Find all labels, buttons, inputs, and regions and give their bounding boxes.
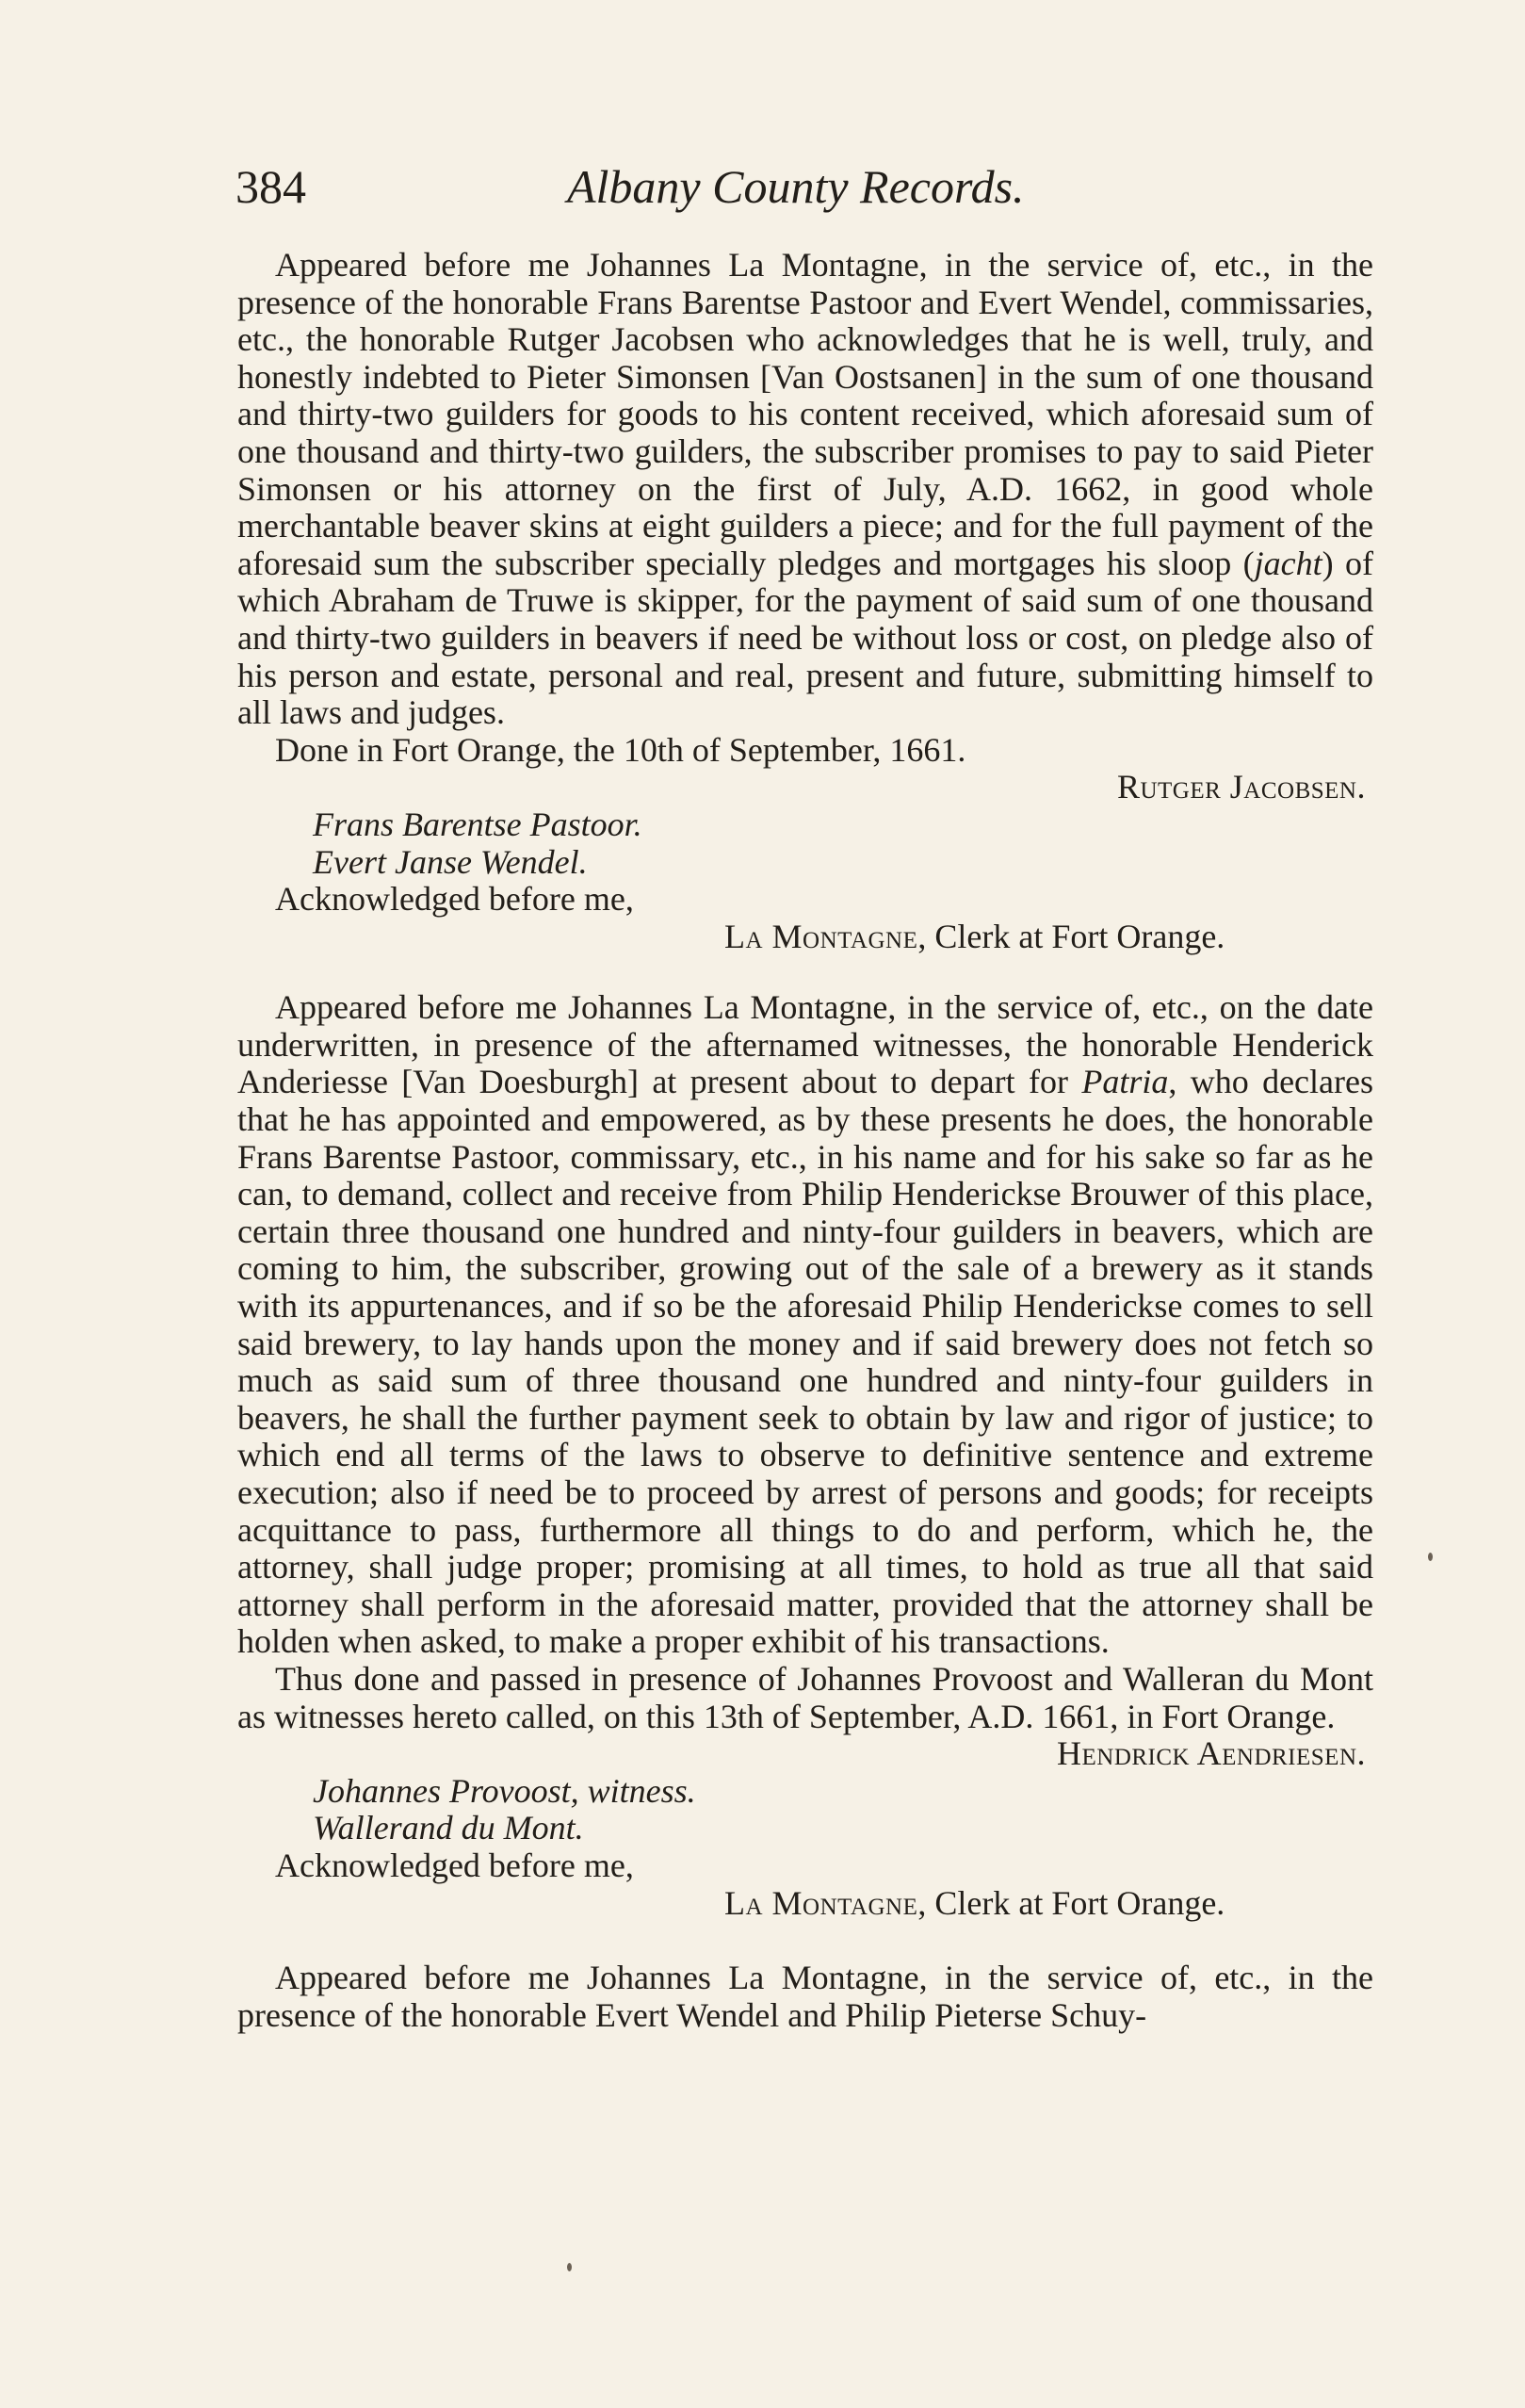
ink-speck: [567, 2263, 572, 2271]
page-body: [237, 247, 1373, 2034]
entry-2-signature: Hendrick Aendriesen.: [1057, 1734, 1366, 1773]
entry-2-clerk-title: , Clerk at Fort Orange.: [917, 1883, 1225, 1922]
entry-separator: [237, 955, 1373, 989]
entry-1-clerk-name: La Montagne: [724, 917, 918, 955]
entry-2-body-italic: Patria: [1081, 1063, 1169, 1101]
entry-2-witness-1: [237, 1773, 1373, 1811]
entry-2-witness-1-role: , witness.: [570, 1771, 696, 1810]
entry-2-witness-1-name: Johannes Provoost: [313, 1771, 571, 1810]
entry-1-done: Done in Fort Orange, the 10th of September, 1661.: [275, 730, 966, 769]
entry-2-paragraph: [237, 989, 1373, 1661]
entry-1-paragraph: [237, 247, 1373, 732]
entry-1-body: Appeared before me Johannes La Montagne, in the service of, etc., in the presence of the honorable Frans Barentse Pastoor and Evert Wendel, commissaries, etc., the honorable Rutger Jacobsen who acknowledges that he is well, truly, and honestly indebted to Pieter Simonsen [Van Oostsanen] in the sum of one thousand and thirty-two guilders for goods to his content received, which aforesaid sum of one thousand and thirty-two guilders, the subscriber promises to pay to said Pieter Simonsen or his attorney on the first of July, A.D. 1662, in good whole merchantable beaver skins at eight guilders a piece; and for the full payment of the aforesaid sum the subscriber specially pledges and mortgages his sloop (: [237, 246, 1373, 582]
entry-2-witness-2: Wallerand du Mont.: [313, 1809, 584, 1847]
entry-1-clerk-title: , Clerk at Fort Orange.: [917, 917, 1225, 955]
entry-1-clerk-line: [237, 919, 1373, 956]
page-title: Albany County Records.: [567, 160, 1025, 213]
ink-speck: [1428, 1553, 1433, 1561]
entry-1-body-italic: jacht: [1254, 544, 1322, 582]
entry-separator: [237, 1922, 1373, 1960]
page-number: 384: [235, 160, 306, 213]
entry-3-paragraph: Appeared before me Johannes La Montagne, in the service of, etc., in the presence of the honorable Evert Wendel and Philip Pieterse Schuy-: [237, 1959, 1373, 2034]
entry-2-body-a: Appeared before me Johannes La Montagne, in the service of, etc., on the date underwritten, in presence of the afternamed witnesses, the honorable Henderick Anderiesse [Van Doesburgh] at present about to depart for: [237, 988, 1373, 1101]
entry-1-signature: Rutger Jacobsen.: [1116, 768, 1366, 806]
entry-1-body-end: ) of which Abraham de Truwe is skipper, for the payment of said sum of one thousand and thirty-two guilders in beavers if need be without loss or cost, on pledge also of his person and estate, personal and real, present and future, submitting himself to all laws and judges.: [237, 544, 1373, 732]
entry-2-body-b: , who declares that he has appointed and empowered, as by these presents he does, the honorable Frans Barentse Pastoor, commissary, etc., in his name and for his sake so far as he can, to demand, collect and receive from Philip Henderickse Brouwer of this place, certain three thousand one hundred and ninty-four guilders in beavers, which are coming to him, the subscriber, growing out of the sale of a brewery as it stands with its appurtenances, and if so be the aforesaid Philip Henderickse comes to sell said brewery, to lay hands upon the money and if said brewery does not fetch so much as said sum of three thousand one hundred and ninty-four guilders in beavers, he shall the further payment seek to obtain by law and rigor of justice; to which end all terms of the laws to observe to definitive sentence and extreme execution; also if need be to proceed by arrest of persons and goods; for receipts acquittance to pass, furthermore all things to do and perform, which he, the attorney, shall judge proper; promising at all times, to hold as true all that said attorney shall perform in the aforesaid matter, provided that the attorney shall be holden when asked, to make a proper exhibit of his transactions.: [237, 1063, 1373, 1661]
entry-2-done: Thus done and passed in presence of Johannes Provoost and Walleran du Mont as witnesses hereto called, on this 13th of September, A.D. 1661, in Fort Orange.: [237, 1659, 1373, 1735]
entry-2-clerk-line: [237, 1885, 1373, 1923]
entry-1-acknowledged: Acknowledged before me,: [275, 880, 634, 919]
entry-1-witness-2: Evert Janse Wendel.: [313, 842, 588, 881]
entry-2-acknowledged: Acknowledged before me,: [275, 1846, 634, 1884]
entry-2-clerk-name: La Montagne: [724, 1883, 918, 1922]
entry-1-witness-1: Frans Barentse Pastoor.: [313, 805, 642, 843]
